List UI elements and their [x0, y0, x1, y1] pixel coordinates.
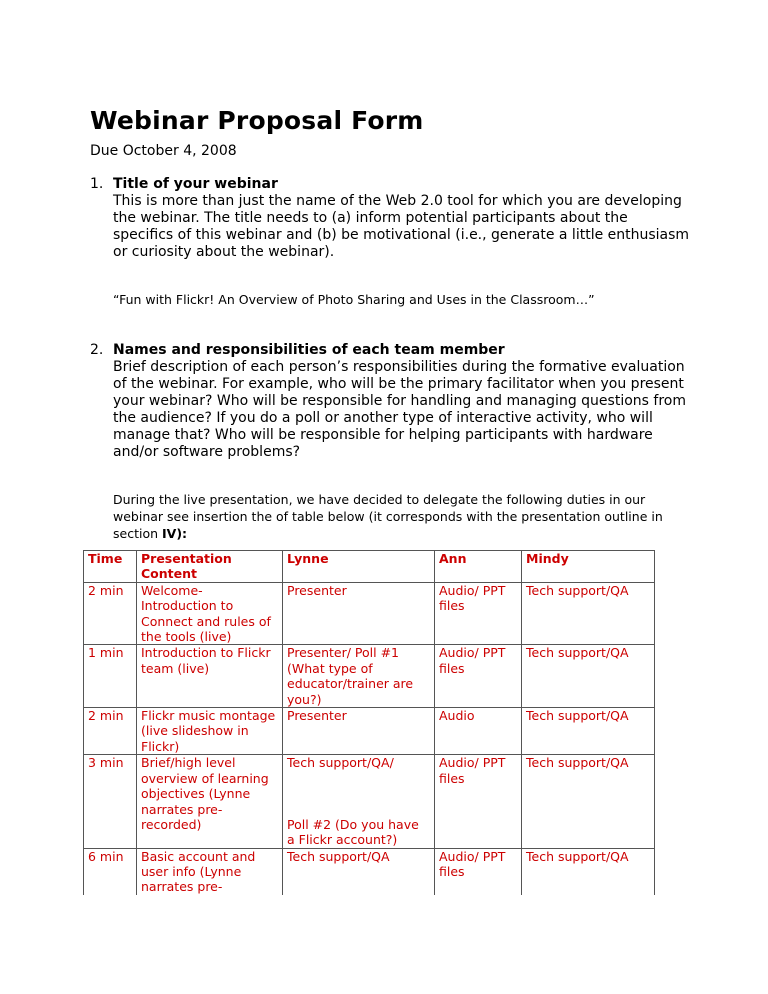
live-note-section-ref: IV): [162, 526, 188, 541]
section-number: 1. [90, 176, 104, 192]
header-time: Time [84, 551, 137, 583]
cell-lynne-poll: Poll #2 (Do you have a Flickr account?) [287, 816, 419, 848]
live-presentation-note [113, 491, 683, 542]
section-title-of-webinar [90, 176, 690, 261]
page-title: Webinar Proposal Form [90, 106, 424, 135]
cell-content: Welcome- Introduction to Connect and rules of the tools (live) [137, 582, 283, 645]
cell-mindy: Tech support/QA [522, 755, 655, 848]
table-row [84, 645, 655, 708]
header-ann: Ann [435, 551, 522, 583]
section-team-members [90, 342, 690, 461]
cell-ann: Audio [435, 708, 522, 755]
cell-time: 2 min [84, 582, 137, 645]
cell-content: Brief/high level overview of learning objectives (Lynne narrates pre-recorded) [137, 755, 283, 848]
cell-time: 6 min [84, 848, 137, 895]
live-note-text: During the live presentation, we have decided to delegate the following duties in our webinar see insertion the of table below (it corresponds with the presentation outline in section [113, 492, 663, 541]
cell-ann: Audio/ PPT files [435, 755, 522, 848]
cell-ann: Audio/ PPT files [435, 645, 522, 708]
cell-content: Basic account and user info (Lynne narrates pre- [137, 848, 283, 895]
header-content: Presentation Content [137, 551, 283, 583]
section-number: 2. [90, 342, 104, 358]
cell-time: 1 min [84, 645, 137, 708]
duties-table [83, 550, 655, 895]
cell-lynne: Presenter [283, 582, 435, 645]
table-row [84, 582, 655, 645]
webinar-title-answer: “Fun with Flickr! An Overview of Photo Sharing and Uses in the Classroom…” [113, 292, 595, 307]
cell-mindy: Tech support/QA [522, 708, 655, 755]
section-description: Brief description of each person’s responsibilities during the formative evaluation of the webinar. For example, who will be the primary facilitator when you present your webinar? Who will be responsible for handling and managing questions from the audience? If you do a poll or another type of interactive activity, who will manage that? Who will be responsible for helping participants with hardware and/or software problems? [113, 359, 686, 460]
header-lynne: Lynne [283, 551, 435, 583]
cell-ann: Audio/ PPT files [435, 848, 522, 895]
table-row [84, 708, 655, 755]
cell-lynne [283, 755, 435, 848]
section-heading: Title of your webinar [113, 176, 278, 192]
cell-lynne: Presenter/ Poll #1 (What type of educator/trainer are you?) [283, 645, 435, 708]
cell-mindy: Tech support/QA [522, 582, 655, 645]
table-header-row [84, 551, 655, 583]
cell-lynne-role: Tech support/QA/ [287, 755, 394, 771]
header-mindy: Mindy [522, 551, 655, 583]
section-description: This is more than just the name of the Web 2.0 tool for which you are developing the webinar. The title needs to (a) inform potential participants about the specifics of this webinar and (b) be motivational (i.e., generate a little enthusiasm or curiosity about the webinar). [113, 193, 690, 260]
section-heading: Names and responsibilities of each team member [113, 342, 505, 358]
table-row [84, 848, 655, 895]
cell-lynne: Presenter [283, 708, 435, 755]
table-row [84, 755, 655, 848]
cell-mindy: Tech support/QA [522, 645, 655, 708]
cell-content: Flickr music montage (live slideshow in Flickr) [137, 708, 283, 755]
cell-ann: Audio/ PPT files [435, 582, 522, 645]
cell-time: 3 min [84, 755, 137, 848]
cell-mindy: Tech support/QA [522, 848, 655, 895]
cell-lynne: Tech support/QA [283, 848, 435, 895]
cell-content: Introduction to Flickr team (live) [137, 645, 283, 708]
due-date: Due October 4, 2008 [90, 143, 237, 159]
cell-time: 2 min [84, 708, 137, 755]
